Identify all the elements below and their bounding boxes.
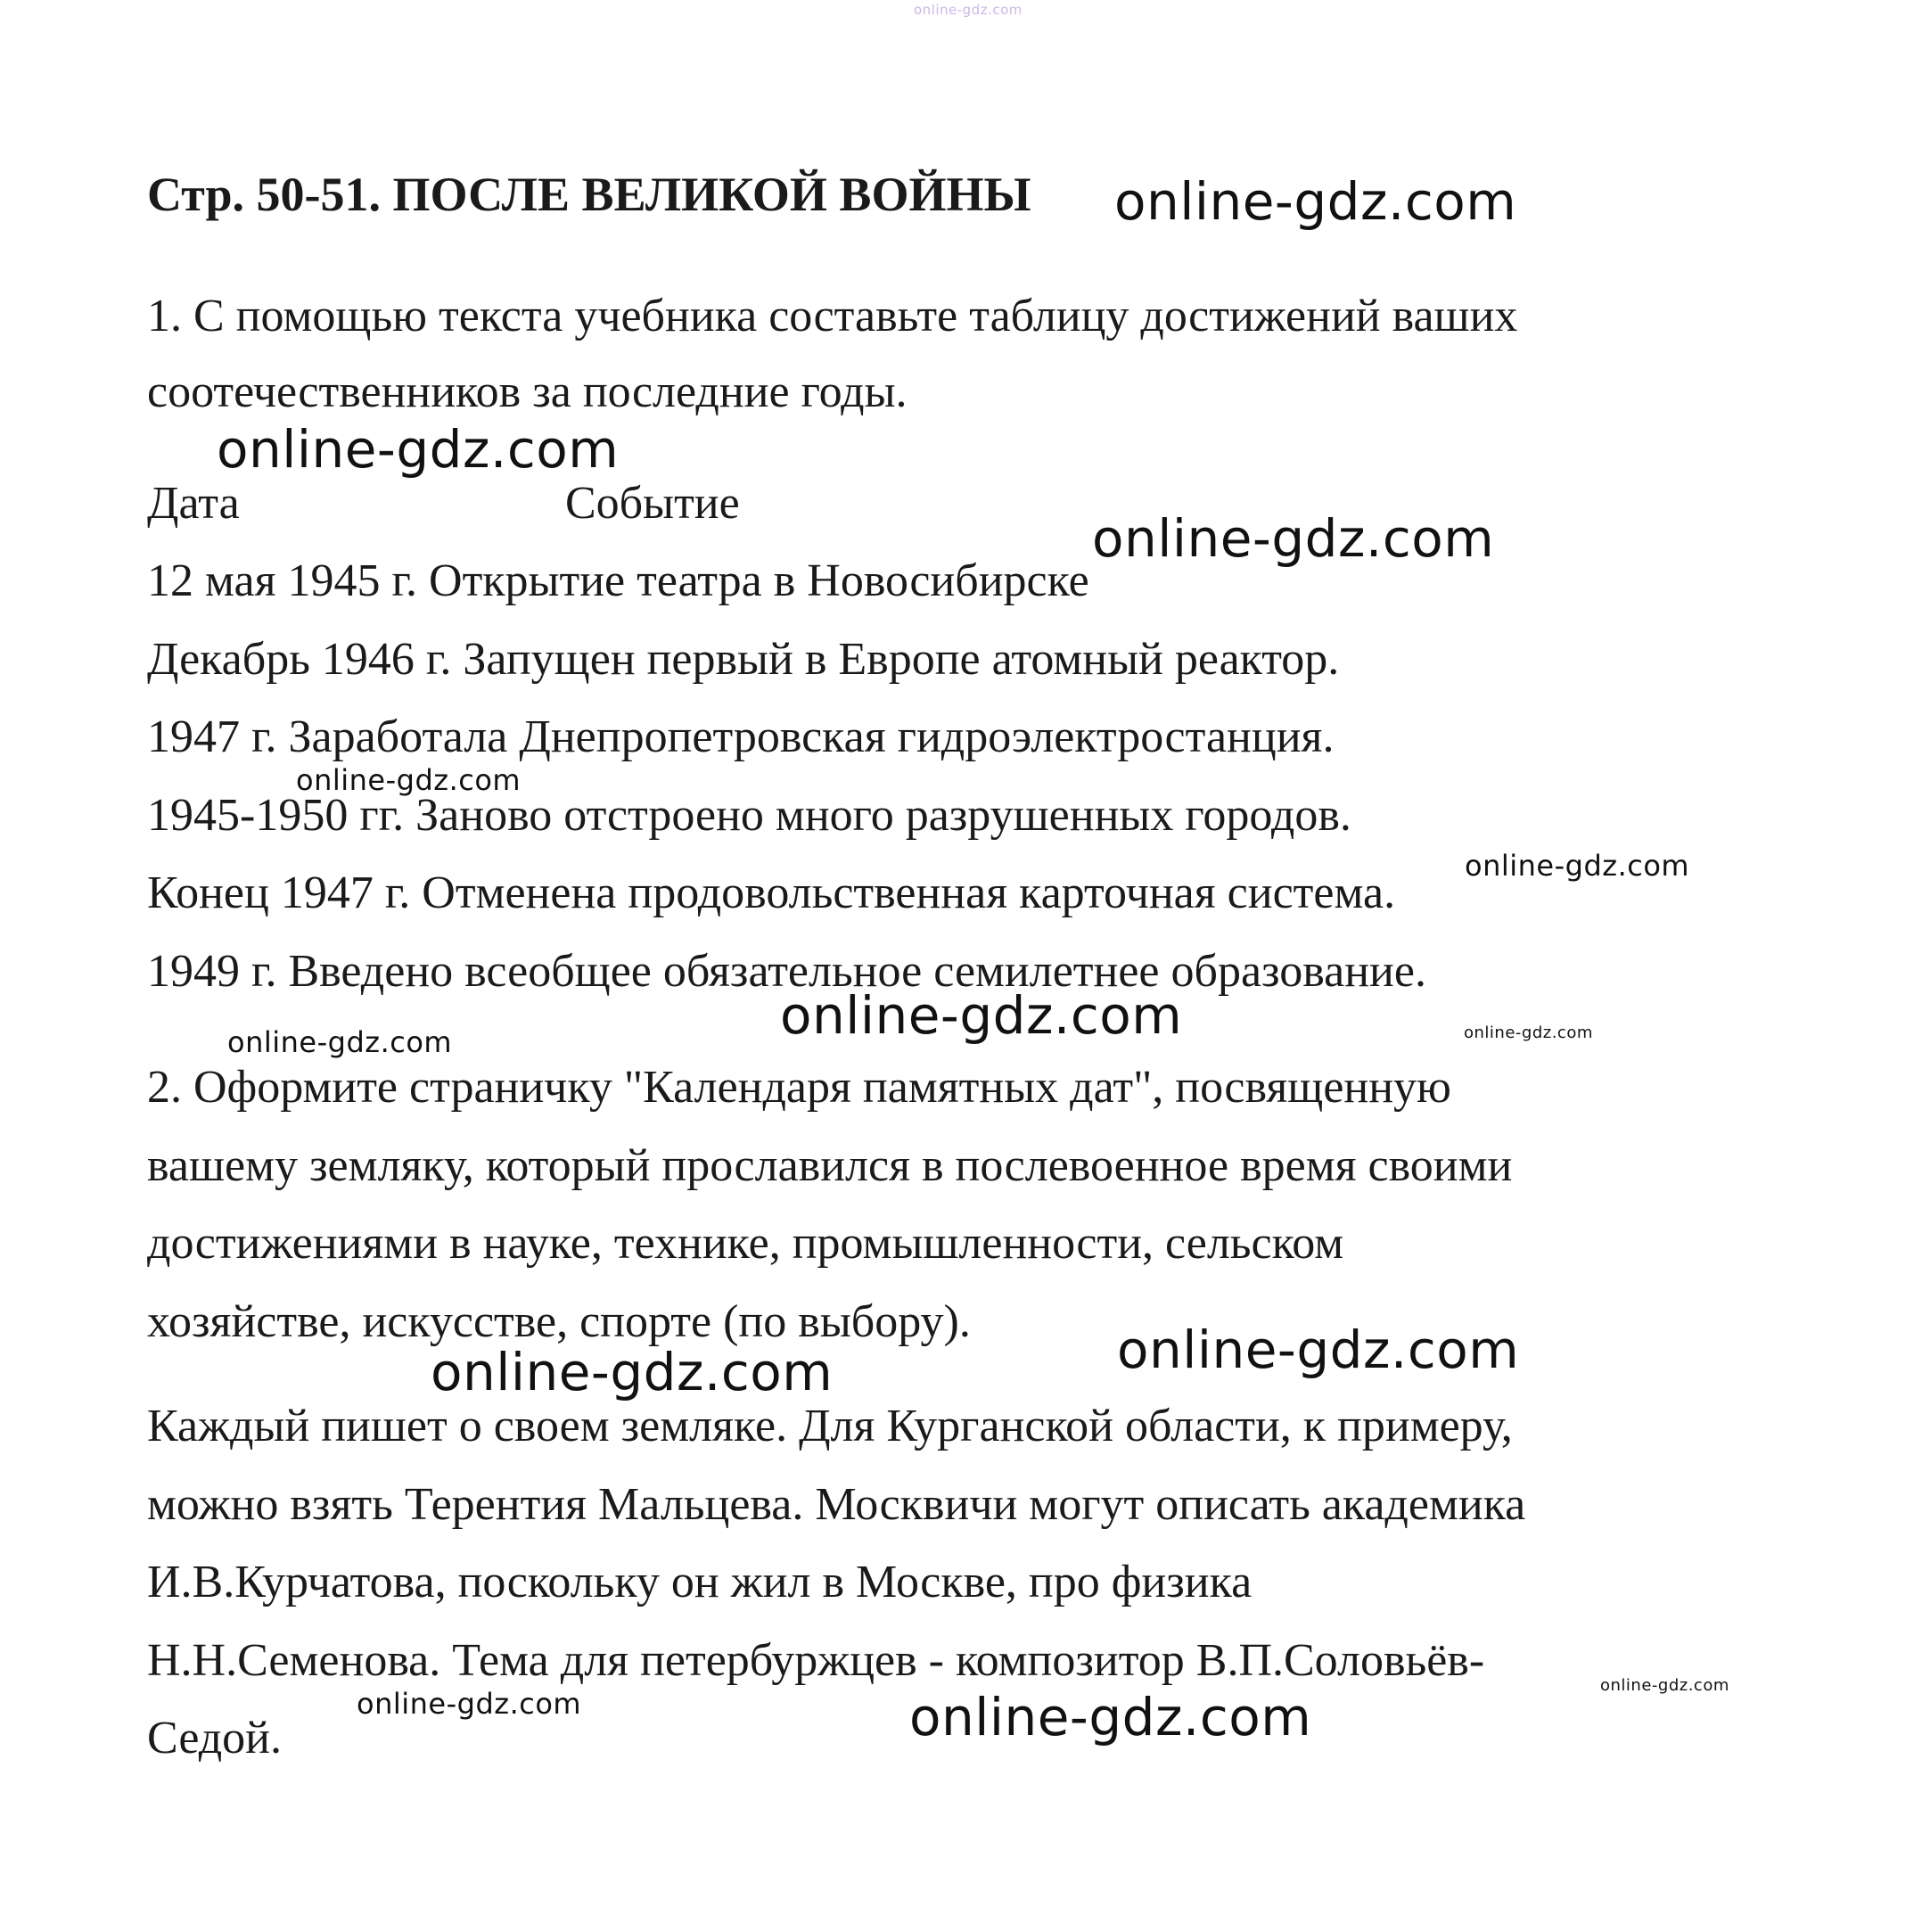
table-row: Декабрь 1946 г. Запущен первый в Европе атомный реактор. [147,634,1340,685]
watermark: online-gdz.com [1465,849,1690,883]
watermark: online-gdz.com [431,1342,834,1402]
task2-line-2: вашему земляку, который прославился в послевоенное время своими [147,1140,1513,1191]
watermark: online-gdz.com [227,1025,453,1059]
table-header-date: Дата [147,478,240,529]
watermark: online-gdz.com [1600,1676,1729,1695]
task2-line-1: 2. Оформите страничку "Календаря памятных дат", посвященную [147,1062,1451,1113]
watermark: online-gdz.com [1117,1320,1520,1380]
task2-line-3: достижениями в науке, технике, промышленности, сельском [147,1218,1344,1269]
table-row: Конец 1947 г. Отменена продовольственная карточная система. [147,867,1396,918]
table-row: 1945-1950 гг. Заново отстроено много разрушенных городов. [147,790,1351,841]
answer2-line-2: можно взять Терентия Мальцева. Москвичи могут описать академика [147,1479,1526,1530]
answer2-line-4: Н.Н.Семенова. Тема для петербуржцев - композитор В.П.Соловьёв- [147,1635,1485,1686]
task2-line-4: хозяйстве, искусстве, спорте (по выбору). [147,1296,971,1347]
watermark: online-gdz.com [217,419,620,480]
table-row: 1947 г. Заработала Днепропетровская гидроэлектростанция. [147,711,1335,762]
watermark-top: online-gdz.com [914,2,1023,18]
watermark: online-gdz.com [780,985,1183,1046]
watermark: online-gdz.com [1464,1024,1593,1042]
task1-line-1: 1. С помощью текста учебника составьте таблицу достижений ваших [147,291,1518,341]
table-header-event: Событие [565,478,740,529]
watermark: online-gdz.com [1114,171,1517,232]
answer2-line-5: Седой. [147,1713,282,1763]
page-title: Стр. 50-51. ПОСЛЕ ВЕЛИКОЙ ВОЙНЫ [147,168,1031,221]
task1-line-2: соотечественников за последние годы. [147,366,908,417]
watermark: online-gdz.com [909,1687,1312,1747]
watermark: online-gdz.com [1092,508,1495,569]
table-row: 1949 г. Введено всеобщее обязательное семилетнее образование. [147,946,1426,997]
answer2-line-3: И.В.Курчатова, поскольку он жил в Москве, про физика [147,1557,1253,1607]
table-row: 12 мая 1945 г. Открытие театра в Новосибирске [147,555,1089,606]
watermark: online-gdz.com [296,763,522,797]
watermark: online-gdz.com [357,1687,582,1721]
answer2-line-1: Каждый пишет о своем земляке. Для Курганской области, к примеру, [147,1401,1513,1451]
